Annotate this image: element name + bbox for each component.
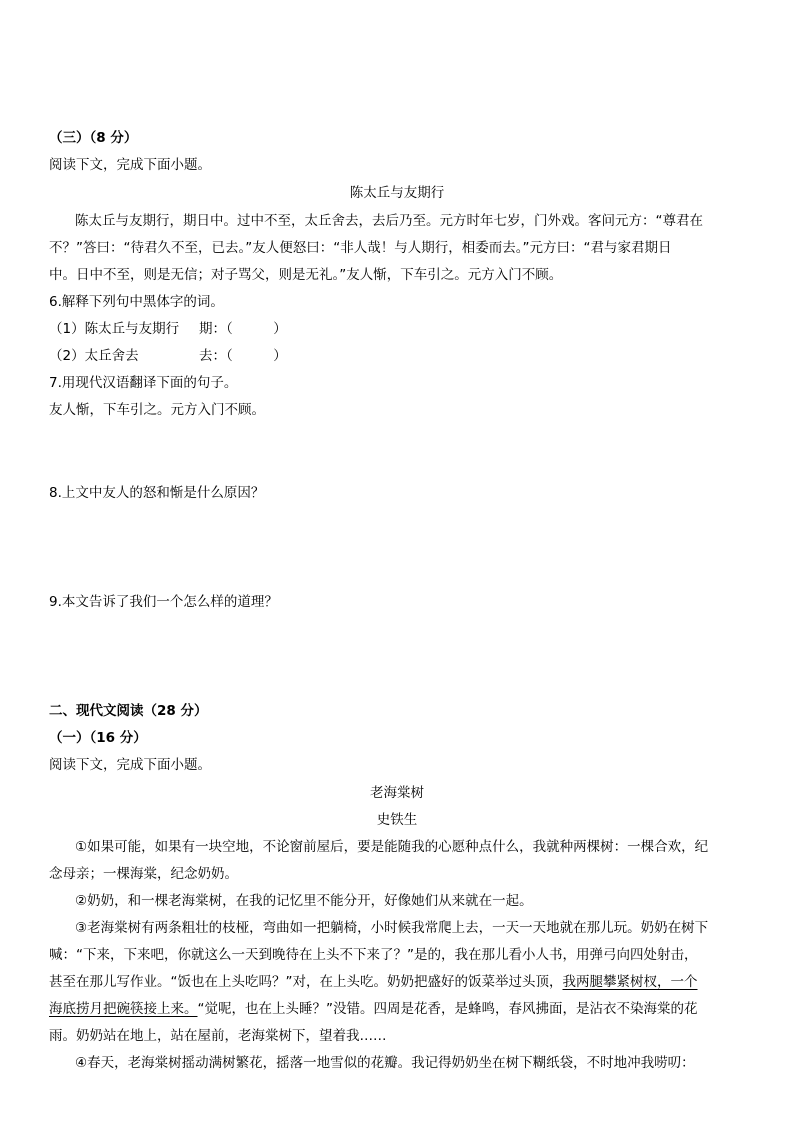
underlined-text: 海底捞月把碗筷接上来。 xyxy=(49,1001,198,1017)
essay-line: ③老海棠树有两条粗壮的枝桠，弯曲如一把躺椅，小时候我常爬上去，一天一天地就在那儿玩。奶奶在树下 xyxy=(75,920,709,936)
passage-title: 陈太丘与友期行 xyxy=(349,185,445,201)
underlined-text: 我两腿攀紧树杈，一个 xyxy=(562,974,698,990)
essay-line xyxy=(49,972,749,992)
essay-line: ②奶奶，和一棵老海棠树，在我的记忆里不能分开，好像她们从来就在一起。 xyxy=(75,893,533,909)
essay-text: “觉呢，也在上头睡？”没错。四周是花香，是蜂鸣，春风拂面，是沾衣不染海棠的花 xyxy=(197,1001,698,1017)
section3-header: （三）（8 分） xyxy=(49,130,138,146)
essay-line: 念母亲；一棵海棠，纪念奶奶。 xyxy=(49,866,238,882)
essay-title: 老海棠树 xyxy=(370,785,424,801)
essay-line: ①如果可能，如果有一块空地，不论窗前屋后，要是能随我的心愿种点什么，我就种两棵树：一棵合欢，纪 xyxy=(75,839,709,855)
question-9: 9.本文告诉了我们一个怎么样的道理？ xyxy=(49,594,278,610)
essay-text: 甚至在那儿写作业。“饭也在上头吃吗？”对，在上头吃。奶奶把盛好的饭菜举过头顶， xyxy=(49,974,563,990)
essay-line: ④春天，老海棠树摇动满树繁花，摇落一地雪似的花瓣。我记得奶奶坐在树下糊纸袋，不时地冲我唠叨： xyxy=(75,1055,695,1071)
question-7-sentence: 友人惭，下车引之。元方入门不顾。 xyxy=(49,402,265,418)
passage-line: 不？”答曰：“待君久不至，已去。”友人便怒曰：“非人哉！与人期行，相委而去。”元方曰：“君与家君期日 xyxy=(49,240,672,256)
part2-instruction: 阅读下文，完成下面小题。 xyxy=(49,757,211,773)
essay-line: 喊：“下来，下来吧，你就这么一天到晚待在上头不下来了？”是的，我在那儿看小人书，用弹弓向四处射击， xyxy=(49,947,698,963)
essay-author: 史铁生 xyxy=(376,812,418,828)
question-6-item-1 xyxy=(49,319,749,339)
question-8: 8.上文中友人的怒和惭是什么原因？ xyxy=(49,485,265,501)
item-word: 期：（ ） xyxy=(199,321,287,337)
passage-line: 中。日中不至，则是无信；对子骂父，则是无礼。”友人惭，下车引之。元方入门不顾。 xyxy=(49,267,563,283)
item-sentence: （2）太丘舍去 xyxy=(49,348,139,364)
section3-instruction: 阅读下文，完成下面小题。 xyxy=(49,157,211,173)
item-word: 去：（ ） xyxy=(199,348,287,364)
part2-header: 二、现代文阅读（28 分） xyxy=(49,703,208,719)
essay-line: 雨。奶奶站在地上，站在屋前，老海棠树下，望着我…… xyxy=(49,1028,387,1044)
question-6: 6.解释下列句中黑体字的词。 xyxy=(49,294,224,310)
question-7: 7.用现代汉语翻译下面的句子。 xyxy=(49,375,238,391)
question-6-item-2 xyxy=(49,346,749,366)
passage-line: 陈太丘与友期行，期日中。过中不至，太丘舍去，去后乃至。元方时年七岁，门外戏。客问元方：“尊君在 xyxy=(75,213,703,229)
item-sentence: （1）陈太丘与友期行 xyxy=(49,321,180,337)
essay-line xyxy=(49,999,749,1019)
part2-subheader: （一）（16 分） xyxy=(49,730,147,746)
